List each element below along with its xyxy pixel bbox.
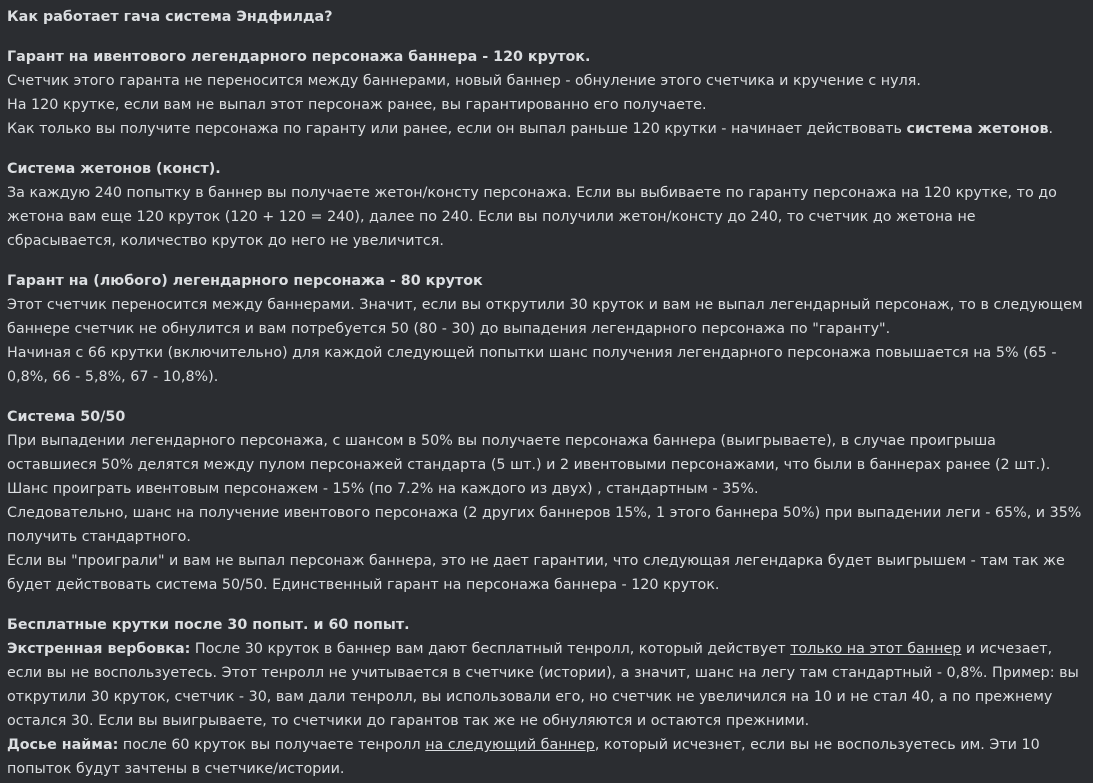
section-free-pulls [7, 613, 1083, 781]
section-heading: Система жетонов (конст). [7, 161, 221, 177]
section-heading: Гарант на (любого) легендарного персонажа - 80 круток [7, 273, 483, 289]
underlined-term: только на этот баннер [790, 641, 962, 657]
section-any-legendary-guarantee [7, 269, 1083, 389]
bold-term: Экстренная вербовка: [7, 641, 191, 657]
section-heading: Система 50/50 [7, 409, 126, 425]
paragraph: Следовательно, шанс на получение ивентового персонажа (2 других баннеров 15%, 1 этого баннера 50%) при выпадении леги - 65%, и 35% получить стандартного. [7, 505, 1082, 545]
section-token-system [7, 157, 1083, 253]
underlined-term: на следующий баннер [425, 737, 595, 753]
paragraph: При выпадении легендарного персонажа, с шансом в 50% вы получаете персонажа баннера (выигрываете), в случае проигрыша оставшиеся 50% делятся между пулом персонажей стандарта (5 шт.) и 2 ивентовыми персонажами, что были в баннерах ранее (2 шт.). [7, 433, 1051, 473]
paragraph: На 120 крутке, если вам не выпал этот персонаж ранее, вы гарантированно его получаете. [7, 97, 707, 113]
paragraph: Как только вы получите персонажа по гаранту или ранее, если он выпал раньше 120 крутки - начинает действовать система жетонов. [7, 121, 1054, 137]
paragraph: Начиная с 66 крутки (включительно) для каждой следующей попытки шанс получения легендарного персонажа повышается на 5% (65 - 0,8%, 66 - 5,8%, 67 - 10,8%). [7, 345, 1057, 385]
paragraph: Экстренная вербовка: После 30 круток в баннер вам дают бесплатный тенролл, который действует только на этот баннер и исчезает, если вы не воспользуетесь. Этот тенролл не учитывается в счетчике (истории), а значит, шанс на легу там стандартный - 0,8%. Пример: вы открутили 30 круток, счетчик - 30, вам дали тенролл, вы использовали его, но счетчик не увеличился на 10 и не стал 40, а по прежнему остался 30. Если вы выигрываете, то счетчики до гарантов так же не обнуляются и остаются прежними. [7, 641, 1079, 729]
section-50-50 [7, 405, 1083, 597]
bold-term: система жетонов [906, 121, 1049, 137]
bold-term: Досье найма: [7, 737, 119, 753]
section-heading: Гарант на ивентового легендарного персонажа баннера - 120 круток. [7, 49, 591, 65]
paragraph: Если вы "проиграли" и вам не выпал персонаж баннера, это не дает гарантии, что следующая легендарка будет выигрышем - там так же будет действовать система 50/50. Единственный гарант на персонажа баннера - 120 круток. [7, 553, 1065, 593]
paragraph: Шанс проиграть ивентовым персонажем - 15% (по 7.2% на каждого из двух) , стандартным - 35%. [7, 481, 759, 497]
paragraph: Счетчик этого гаранта не переносится между баннерами, новый баннер - обнуление этого счетчика и кручение с нуля. [7, 73, 921, 89]
paragraph: За каждую 240 попытку в баннер вы получаете жетон/консту персонажа. Если вы выбиваете по гаранту персонажа на 120 крутке, то до жетона вам еще 120 круток (120 + 120 = 240), далее по 240. Если вы получили жетон/консту до 240, то счетчик до жетона не сбрасывается, количество круток до него не увеличится. [7, 185, 1057, 249]
section-banner-guarantee [7, 45, 1083, 141]
section-heading: Бесплатные крутки после 30 попыт. и 60 попыт. [7, 617, 410, 633]
paragraph: Досье найма: после 60 круток вы получаете тенролл на следующий баннер, который исчезнет, если вы не воспользуетесь им. Эти 10 попыток будут зачтены в счетчике/истории. [7, 737, 1040, 777]
document-title: Как работает гача система Эндфилда? [7, 9, 333, 25]
paragraph: Этот счетчик переносится между баннерами. Значит, если вы открутили 30 круток и вам не выпал легендарный персонаж, то в следующем баннере счетчик не обнулится и вам потребуется 50 (80 - 30) до выпадения легендарного персонажа по "гаранту". [7, 297, 1083, 337]
